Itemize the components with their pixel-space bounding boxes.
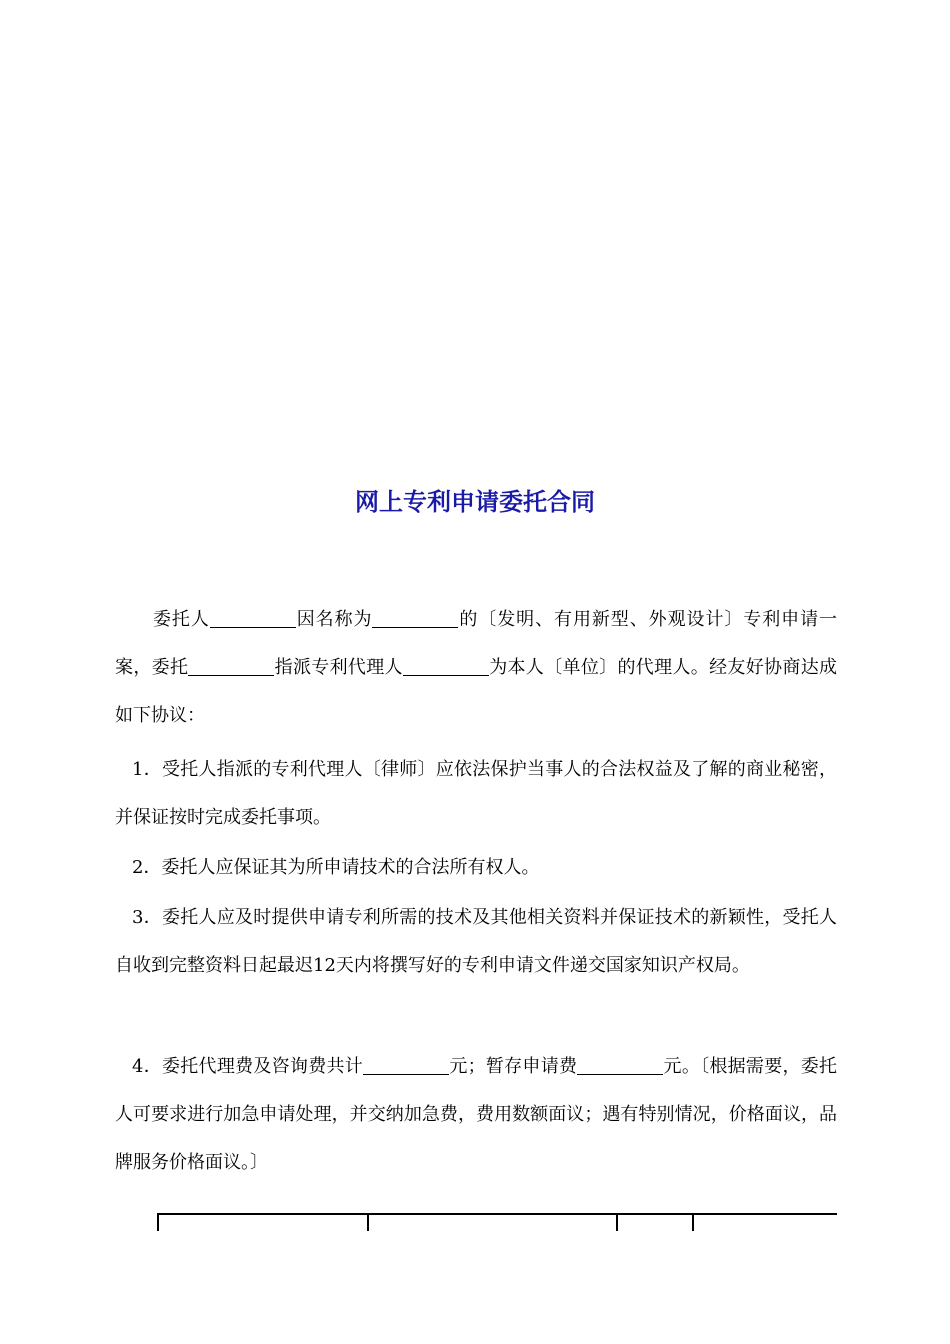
table-column-divider [157, 1215, 159, 1231]
clause-4-text-3: 元。〔根据需要，委托人可要求进行加急申请处理，并交纳加急费，费用数额面议；遇有特别情况，价格面议，品牌服务价格面议。〕 [115, 1056, 838, 1173]
client-name-blank [210, 609, 296, 628]
intro-text-1: 委托人 [153, 609, 210, 630]
intro-text-3: 的〔发明、有用新型、外观设计〕专利申请一案，委托 [115, 609, 838, 678]
intro-text-4: 指派专利代理人 [274, 657, 403, 678]
intro-text-2: 因名称为 [295, 609, 373, 630]
table-column-divider [367, 1215, 369, 1231]
clause-1: 1．受托人指派的专利代理人〔律师〕应依法保护当事人的合法权益及了解的商业秘密，并保证按时完成委托事项。 [115, 759, 837, 828]
clause-4 [115, 1043, 837, 1187]
clause-4-text-2: 元；暂存申请费 [449, 1056, 578, 1077]
agent-name-blank [403, 657, 489, 676]
invention-name-blank [372, 609, 458, 628]
agency-fee-blank [363, 1056, 449, 1075]
table-column-divider [616, 1215, 618, 1231]
document-title: 网上专利申请委托合同 [355, 488, 595, 516]
intro-text-5: 为本人〔单位〕的代理人。经友好协商达成如下协议： [115, 657, 838, 726]
application-fee-blank [577, 1056, 663, 1075]
agency-name-blank [188, 657, 274, 676]
table-top-border [157, 1213, 837, 1233]
clause-4-text-1: 4．委托代理费及咨询费共计 [132, 1056, 364, 1077]
intro-paragraph [115, 596, 837, 740]
table-column-divider [692, 1215, 694, 1231]
clause-3: 3．委托人应及时提供申请专利所需的技术及其他相关资料并保证技术的新颖性，受托人自收到完整资料日起最迟12天内将撰写好的专利申请文件递交国家知识产权局。 [115, 907, 837, 976]
clause-2: 2．委托人应保证其为所申请技术的合法所有权人。 [132, 857, 540, 878]
